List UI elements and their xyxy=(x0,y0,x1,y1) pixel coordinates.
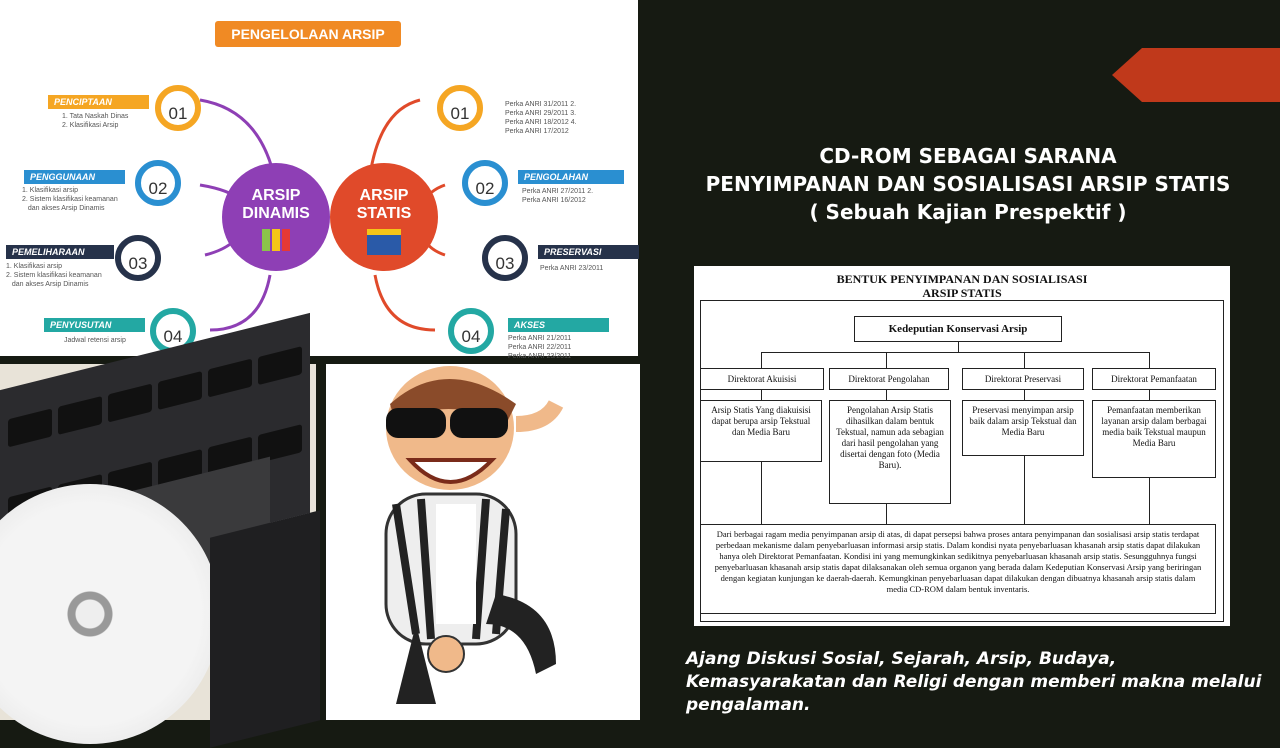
chart-title-1: BENTUK PENYIMPANAN DAN SOSIALISASI xyxy=(836,272,1088,286)
directorate-preservasi: Direktorat Preservasi xyxy=(962,368,1084,390)
ribbon-akses: AKSES xyxy=(508,318,609,332)
text-pengolahan: Perka ANRI 27/2011 2. Perka ANRI 16/2012 xyxy=(522,188,594,204)
slide-title xyxy=(668,142,1268,226)
desc-akuisisi: Arsip Statis Yang diakuisisi dapat berupa arsip Tekstual dan Media Baru xyxy=(700,400,822,462)
directorate-pengolahan: Direktorat Pengolahan xyxy=(829,368,949,390)
text-preservasi: Perka ANRI 23/2011 xyxy=(540,265,604,272)
step-circle-left-02: 02 xyxy=(135,160,181,206)
conclusion-box: Dari berbagai ragam media penyimpanan arsip di atas, di dapat persepsi bahwa proses antara penyimpanan dan sosialisasi arsip statis terdapat perbedaan mekanisme dalam penyebarluasan informasi arsip statis. Dalam kondisi nyata penyebarluasan khasanah arsip statis dapat dilakukan hanya oleh Direktorat Pemanfaatan. Kondisi ini yang memungkinkan sedikitnya penyebarluasan khasanah arsip statis. Sesungguhnya fungsi penyebarluasan khasanah arsip statis dapat dilaksanakan oleh semua organon yang berada dalam Kedeputian Konservasi Arsip yang beriringan dengan kegiatan kunjungan ke daerah-daerah. Kemungkinan penyebarluasan dapat dilakukan dengan dibuatnya khasanah arsip statis dalam media CD-ROM dalam bentuk inventaris. xyxy=(700,524,1216,614)
chart-title-2: ARSIP STATIS xyxy=(922,286,1002,300)
org-chart-document xyxy=(694,266,1230,626)
title-line-3: ( Sebuah Kajian Prespektif ) xyxy=(809,200,1127,224)
ribbon-pengolahan: PENGOLAHAN xyxy=(518,170,624,184)
ribbon-pemeliharaan: PEMELIHARAAN xyxy=(6,245,114,259)
cartoon-figure xyxy=(326,364,640,720)
root-node: Kedeputian Konservasi Arsip xyxy=(854,316,1062,342)
arsip-dinamis-circle xyxy=(222,163,330,271)
title-line-2: PENYIMPANAN DAN SOSIALISASI ARSIP STATIS xyxy=(705,172,1231,196)
step-circle-left-04: 04 xyxy=(150,308,196,354)
binder-icon xyxy=(258,229,294,251)
ribbon-penggunaan: PENGGUNAAN xyxy=(24,170,125,184)
text-penyusutan: Jadwal retensi arsip xyxy=(64,337,126,344)
cd-drive-photo xyxy=(0,364,316,720)
ribbon-preservasi: PRESERVASI xyxy=(538,245,639,259)
arsip-statis-label: ARSIP STATIS xyxy=(356,187,412,222)
text-penciptaan: 1. Tata Naskah Dinas 2. Klasifikasi Arsip xyxy=(62,113,129,129)
desc-pemanfaatan: Pemanfaatan memberikan layanan arsip dalam berbagai media baik Tekstual maupun Media Baru xyxy=(1092,400,1216,478)
infographic-banner: PENGELOLAAN ARSIP xyxy=(215,21,401,47)
ribbon-penyusutan: PENYUSUTAN xyxy=(44,318,145,332)
directorate-pemanfaatan: Direktorat Pemanfaatan xyxy=(1092,368,1216,390)
step-circle-right-02: 02 xyxy=(462,160,508,206)
pengelolaan-arsip-infographic xyxy=(0,0,638,360)
arsip-statis-circle xyxy=(330,163,438,271)
title-line-1: CD-ROM SEBAGAI SARANA xyxy=(819,144,1117,168)
step-circle-left-01: 01 xyxy=(155,85,201,131)
directorate-akuisisi: Direktorat Akuisisi xyxy=(700,368,824,390)
step-circle-left-03: 03 xyxy=(115,235,161,281)
text-pemeliharaan: 1. Klasifikasi arsip 2. Sistem klasifikasi keamanan dan akses Arsip Dinamis xyxy=(6,263,102,288)
archive-box-icon xyxy=(367,229,401,255)
step-circle-right-03: 03 xyxy=(482,235,528,281)
step-circle-right-01: 01 xyxy=(437,85,483,131)
desc-preservasi: Preservasi menyimpan arsip baik dalam arsip Tekstual dan Media Baru xyxy=(962,400,1084,456)
text-right-01: Perka ANRI 31/2011 2. Perka ANRI 29/2011 3. Perka ANRI 18/2012 4. Perka ANRI 17/2012 xyxy=(505,101,577,135)
desc-pengolahan: Pengolahan Arsip Statis dihasilkan dalam bentuk Tekstual, namun ada sebagian dari hasil pengolahan yang disertai dengan foto (Media Baru). xyxy=(829,400,951,504)
step-circle-right-04: 04 xyxy=(448,308,494,354)
ribbon-penciptaan: PENCIPTAAN xyxy=(48,95,149,109)
arsip-dinamis-label: ARSIP DINAMIS xyxy=(242,187,310,222)
cd-tray xyxy=(210,510,320,747)
text-penggunaan: 1. Klasifikasi arsip 2. Sistem klasifikasi keamanan dan akses Arsip Dinamis xyxy=(22,187,118,212)
red-arrow-decoration xyxy=(1112,48,1280,102)
text-akses: Perka ANRI 21/2011 Perka ANRI 22/2011 Perka ANRI 23/2011 xyxy=(508,335,572,360)
slide-caption: Ajang Diskusi Sosial, Sejarah, Arsip, Budaya, Kemasyarakatan dan Religi dengan memberi makna melalui pengalaman. xyxy=(686,649,1262,715)
cartoon-character-illustration xyxy=(326,364,640,720)
